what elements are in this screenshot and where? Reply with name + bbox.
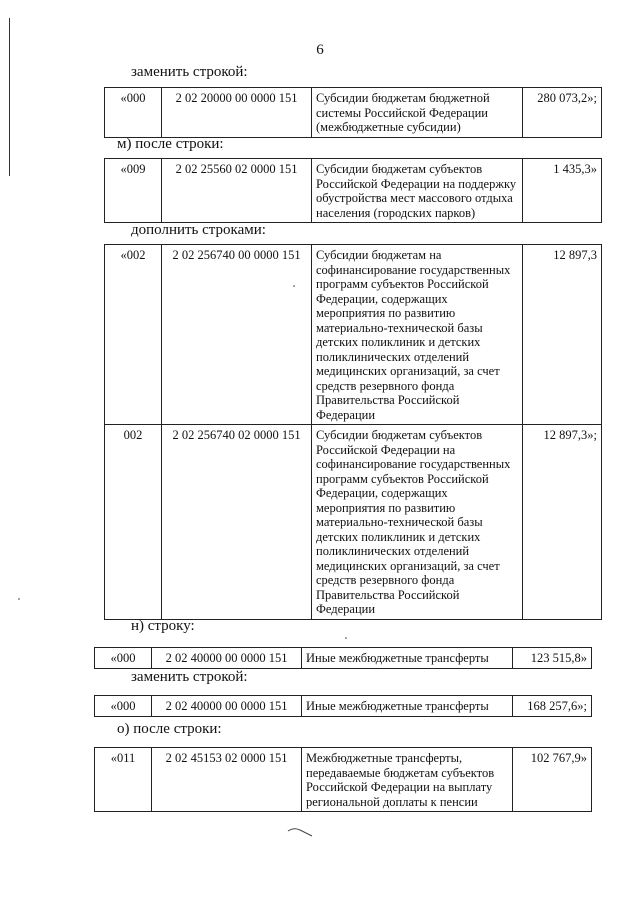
name-cell: Субсидии бюджетам субъектов Российской Федерации на поддержку обустройства мест массового отдыха населения (городских парков) bbox=[312, 159, 523, 223]
kbk-cell: 2 02 45153 02 0000 151 bbox=[152, 748, 302, 812]
code-cell: «002 bbox=[105, 245, 162, 425]
instruction-add: дополнить строками: bbox=[131, 222, 266, 238]
amount-cell: 123 515,8» bbox=[513, 648, 592, 669]
scan-speck bbox=[18, 598, 20, 600]
kbk-cell: 2 02 20000 00 0000 151 bbox=[162, 88, 312, 138]
kbk-cell: 2 02 256740 00 0000 151 bbox=[162, 245, 312, 425]
budget-table-5 bbox=[94, 695, 592, 717]
table-row bbox=[95, 696, 592, 717]
code-cell: 002 bbox=[105, 425, 162, 620]
table-row bbox=[105, 425, 602, 620]
table-row bbox=[95, 648, 592, 669]
kbk-cell: 2 02 40000 00 0000 151 bbox=[152, 648, 302, 669]
scan-speck bbox=[345, 637, 347, 639]
amount-cell: 12 897,3 bbox=[523, 245, 602, 425]
code-cell: «000 bbox=[95, 696, 152, 717]
name-cell: Иные межбюджетные трансферты bbox=[302, 648, 513, 669]
amount-cell: 102 767,9» bbox=[513, 748, 592, 812]
budget-table-3 bbox=[104, 244, 602, 620]
amount-cell: 12 897,3»; bbox=[523, 425, 602, 620]
name-cell: Субсидии бюджетам на софинансирование государственных программ субъектов Российской Федерации, содержащих мероприятия по развитию материально-технической базы детских поликлиник и детских поликлинических отделений медицинских организаций, за счет средств резервного фонда Правительства Российской Федерации bbox=[312, 245, 523, 425]
code-cell: «000 bbox=[105, 88, 162, 138]
amount-cell: 168 257,6»; bbox=[513, 696, 592, 717]
kbk-cell: 2 02 40000 00 0000 151 bbox=[152, 696, 302, 717]
budget-table-1 bbox=[104, 87, 602, 138]
page-number: 6 bbox=[316, 42, 324, 58]
table-row bbox=[105, 88, 602, 138]
code-cell: «000 bbox=[95, 648, 152, 669]
budget-table-2 bbox=[104, 158, 602, 223]
kbk-cell: 2 02 25560 02 0000 151 bbox=[162, 159, 312, 223]
instruction-replace-2: заменить строкой: bbox=[131, 669, 248, 685]
kbk-cell: 2 02 256740 02 0000 151 bbox=[162, 425, 312, 620]
name-cell: Иные межбюджетные трансферты bbox=[302, 696, 513, 717]
table-row bbox=[105, 159, 602, 223]
instruction-replace: заменить строкой: bbox=[131, 64, 248, 80]
name-cell: Субсидии бюджетам бюджетной системы Российской Федерации (межбюджетные субсидии) bbox=[312, 88, 523, 138]
instruction-m-after: м) после строки: bbox=[117, 136, 224, 152]
instruction-n-line: н) строку: bbox=[131, 618, 195, 634]
instruction-o-after: о) после строки: bbox=[117, 721, 222, 737]
table-row bbox=[95, 748, 592, 812]
code-cell: «009 bbox=[105, 159, 162, 223]
pen-mark bbox=[286, 824, 316, 840]
amount-cell: 1 435,3» bbox=[523, 159, 602, 223]
budget-table-4 bbox=[94, 647, 592, 669]
name-cell: Межбюджетные трансферты, передаваемые бюджетам субъектов Российской Федерации на выплату региональной доплаты к пенсии bbox=[302, 748, 513, 812]
amount-cell: 280 073,2»; bbox=[523, 88, 602, 138]
budget-table-6 bbox=[94, 747, 592, 812]
code-cell: «011 bbox=[95, 748, 152, 812]
table-row bbox=[105, 245, 602, 425]
name-cell: Субсидии бюджетам субъектов Российской Федерации на софинансирование государственных программ субъектов Российской Федерации, содержащих мероприятия по развитию материально-технической базы детских поликлиник и детских поликлинических отделений медицинских организаций, за счет средств резервного фонда Правительства Российской Федерации bbox=[312, 425, 523, 620]
